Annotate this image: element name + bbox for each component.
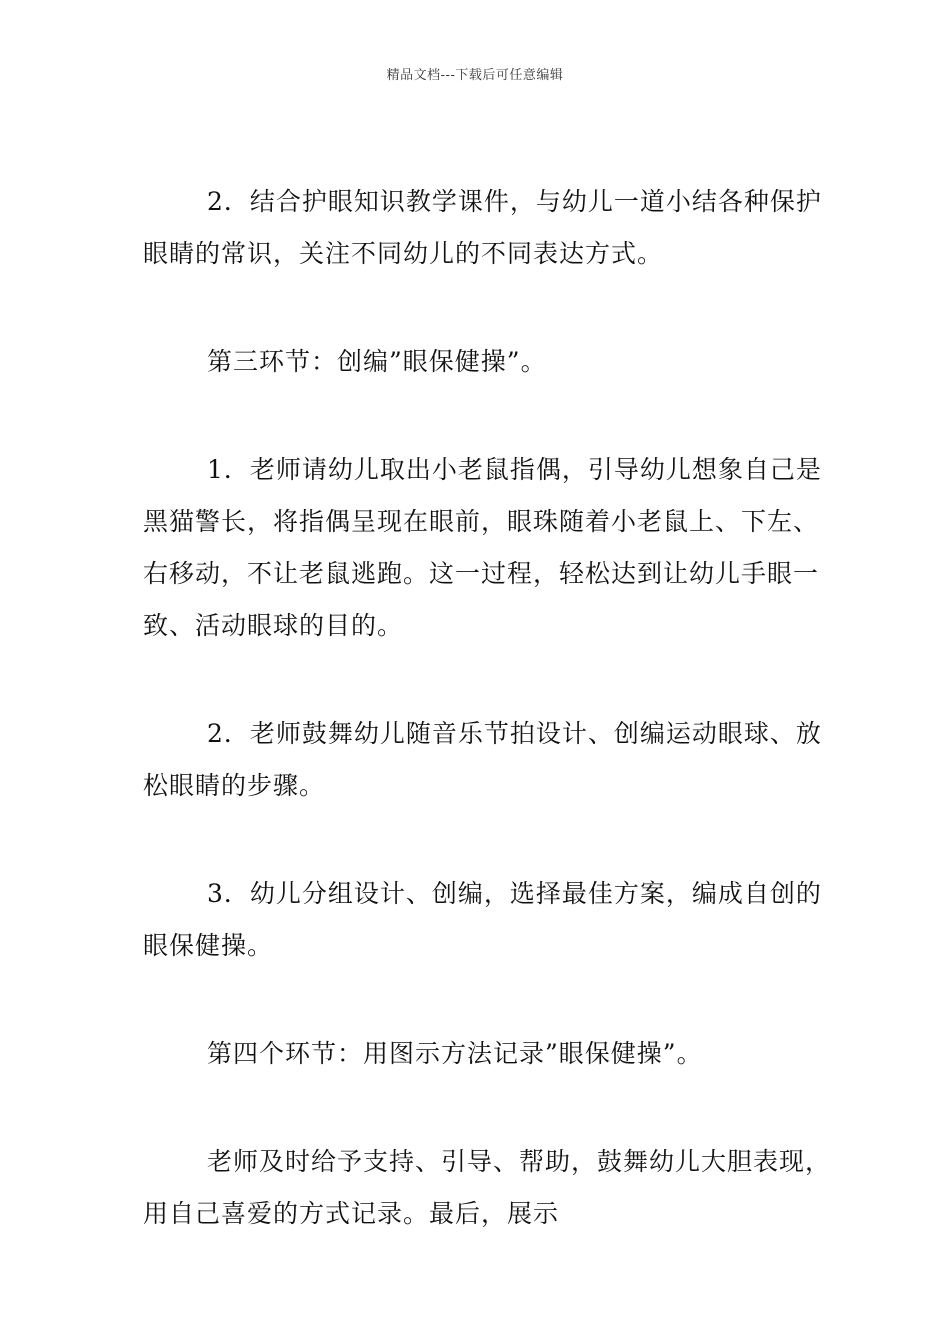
document-body (143, 176, 833, 1296)
paragraph-record-show: 老师及时给予支持、引导、帮助，鼓舞幼儿大胆表现，用自己喜爱的方式记录。最后，展示 (143, 1147, 832, 1228)
section-heading-third: 第三环节：创编”眼保健操”。 (207, 347, 547, 376)
paragraph-group-design: 3．幼儿分组设计、创编，选择最佳方案，编成自创的眼保健操。 (143, 879, 822, 960)
section-heading-fourth: 第四个环节：用图示方法记录”眼保健操”。 (207, 1039, 703, 1068)
paragraph-music-design: 2．老师鼓舞幼儿随音乐节拍设计、创编运动眼球、放松眼睛的步骤。 (143, 719, 822, 800)
paragraph-summary-eye-care: 2．结合护眼知识教学课件，与幼儿一道小结各种保护眼睛的常识，关注不同幼儿的不同表达方式。 (143, 187, 822, 268)
page-header: 精品文档---下载后可任意编辑 (386, 68, 564, 83)
paragraph-finger-puppet: 1．老师请幼儿取出小老鼠指偶，引导幼儿想象自己是黑猫警长，将指偶呈现在眼前，眼珠随着小老鼠上、下左、右移动，不让老鼠逃跑。这一过程，轻松达到让幼儿手眼一致、活动眼球的目的。 (143, 455, 822, 640)
